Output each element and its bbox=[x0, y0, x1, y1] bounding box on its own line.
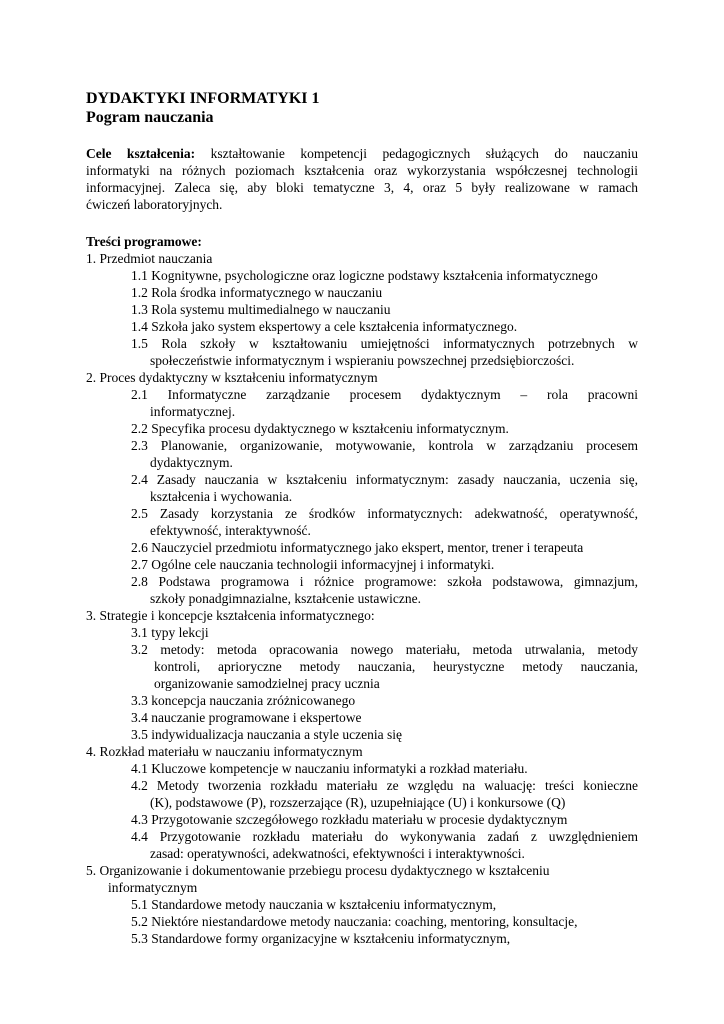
section-2-item-2: 2.2 Specyfika procesu dydaktycznego w kształceniu informatycznym. bbox=[131, 421, 509, 436]
section-1-title: 1. Przedmiot nauczania bbox=[86, 251, 213, 266]
section-5-item-2: 5.2 Niektóre niestandardowe metody nauczania: coaching, mentoring, konsultacje, bbox=[131, 914, 578, 929]
goals-line-3: informacyjnej. Zaleca się, aby bloki tematyczne 3, 4, oraz 5 były realizowane w ramach bbox=[86, 180, 638, 195]
section-4-title: 4. Rozkład materiału w nauczaniu informatycznym bbox=[86, 744, 363, 759]
section-2-item-1: 2.1 Informatyczne zarządzanie procesem dydaktycznym – rola pracowni bbox=[131, 387, 638, 402]
section-2-item-4-cont: kształcenia i wychowania. bbox=[150, 489, 293, 504]
section-2-item-8: 2.8 Podstawa programowa i różnice programowe: szkoła podstawowa, gimnazjum, bbox=[131, 574, 638, 589]
section-4-item-2-cont: (K), podstawowe (P), rozszerzające (R), uzupełniające (U) i konkursowe (Q) bbox=[150, 795, 566, 810]
document-subtitle: Pogram nauczania bbox=[86, 109, 214, 126]
section-2-item-6: 2.6 Nauczyciel przedmiotu informatycznego jako ekspert, mentor, trener i terapeuta bbox=[131, 540, 584, 555]
section-3-item-4: 3.4 nauczanie programowane i ekspertowe bbox=[131, 710, 362, 725]
section-4-item-1: 4.1 Kluczowe kompetencje w nauczaniu informatyki a rozkład materiału. bbox=[131, 761, 528, 776]
section-5-item-1: 5.1 Standardowe metody nauczania w kształceniu informatycznym, bbox=[131, 897, 497, 912]
goals-line-2: informatyki na różnych poziomach kształcenia oraz wykorzystania współczesnej technologii bbox=[86, 163, 638, 178]
section-3-title: 3. Strategie i koncepcje kształcenia informatycznego: bbox=[86, 608, 375, 623]
section-4-item-2: 4.2 Metody tworzenia rozkładu materiału ze względu na waluację: treści konieczne bbox=[131, 778, 638, 793]
section-2-item-4: 2.4 Zasady nauczania w kształceniu informatycznym: zasady nauczania, uczenia się, bbox=[131, 472, 638, 487]
goals-label: Cele kształcenia: bbox=[86, 146, 196, 161]
goals-text-1: kształtowanie kompetencji pedagogicznych służących do nauczaniu bbox=[210, 146, 638, 161]
section-3-item-2-cont: kontroli, aprioryczne metody nauczania, heurystyczne metody nauczania, bbox=[154, 659, 638, 674]
section-2-item-8-cont: szkoły ponadgimnazialne, kształcenie ustawiczne. bbox=[150, 591, 422, 606]
section-5-title: 5. Organizowanie i dokumentowanie przebiegu procesu dydaktycznego w kształceniu bbox=[86, 863, 550, 878]
section-3-item-5: 3.5 indywidualizacja nauczania a style uczenia się bbox=[131, 727, 403, 742]
section-4-item-4-cont: zasad: operatywności, adekwatności, efektywności i interaktywności. bbox=[150, 846, 525, 861]
section-2-item-1-cont: informatycznej. bbox=[150, 404, 236, 419]
section-2-item-3-cont: dydaktycznym. bbox=[150, 455, 233, 470]
section-1-item-3: 1.3 Rola systemu multimedialnego w nauczaniu bbox=[131, 302, 391, 317]
section-1-item-4: 1.4 Szkoła jako system ekspertowy a cele kształcenia informatycznego. bbox=[131, 319, 518, 334]
section-5-title-cont: informatycznym bbox=[108, 880, 198, 895]
section-2-item-5-cont: efektywność, interaktywność. bbox=[150, 523, 311, 538]
goals-line-1 bbox=[86, 145, 638, 162]
section-2-item-5: 2.5 Zasady korzystania ze środków informatycznych: adekwatność, operatywność, bbox=[131, 506, 638, 521]
section-5-item-3: 5.3 Standardowe formy organizacyjne w kształceniu informatycznym, bbox=[131, 931, 511, 946]
section-4-item-4: 4.4 Przygotowanie rozkładu materiału do wykonywania zadań z uwzględnieniem bbox=[131, 829, 638, 844]
section-1-item-5-cont: społeczeństwie informatycznym i wspieraniu powszechnej przedsiębiorczości. bbox=[150, 353, 575, 368]
section-3-item-1: 3.1 typy lekcji bbox=[131, 625, 209, 640]
section-3-item-3: 3.3 koncepcja nauczania zróżnicowanego bbox=[131, 693, 356, 708]
section-2-item-7: 2.7 Ogólne cele nauczania technologii informacyjnej i informatyki. bbox=[131, 557, 495, 572]
section-2-title: 2. Proces dydaktyczny w kształceniu informatycznym bbox=[86, 370, 378, 385]
goals-line-4: ćwiczeń laboratoryjnych. bbox=[86, 197, 223, 212]
section-1-item-1: 1.1 Kognitywne, psychologiczne oraz logiczne podstawy kształcenia informatycznego bbox=[131, 268, 598, 283]
section-2-item-3: 2.3 Planowanie, organizowanie, motywowanie, kontrola w zarządzaniu procesem bbox=[131, 438, 638, 453]
content-heading: Treści programowe: bbox=[86, 234, 202, 249]
section-3-item-2-cont-2: organizowanie samodzielnej pracy ucznia bbox=[154, 676, 380, 691]
document-title: DYDAKTYKI INFORMATYKI 1 bbox=[86, 90, 320, 107]
section-4-item-3: 4.3 Przygotowanie szczegółowego rozkładu materiału w procesie dydaktycznym bbox=[131, 812, 568, 827]
section-3-item-2: 3.2 metody: metoda opracowania nowego materiału, metoda utrwalania, metody bbox=[131, 642, 638, 657]
section-1-item-2: 1.2 Rola środka informatycznego w nauczaniu bbox=[131, 285, 383, 300]
section-1-item-5: 1.5 Rola szkoły w kształtowaniu umiejętności informatycznych potrzebnych w bbox=[131, 336, 638, 351]
